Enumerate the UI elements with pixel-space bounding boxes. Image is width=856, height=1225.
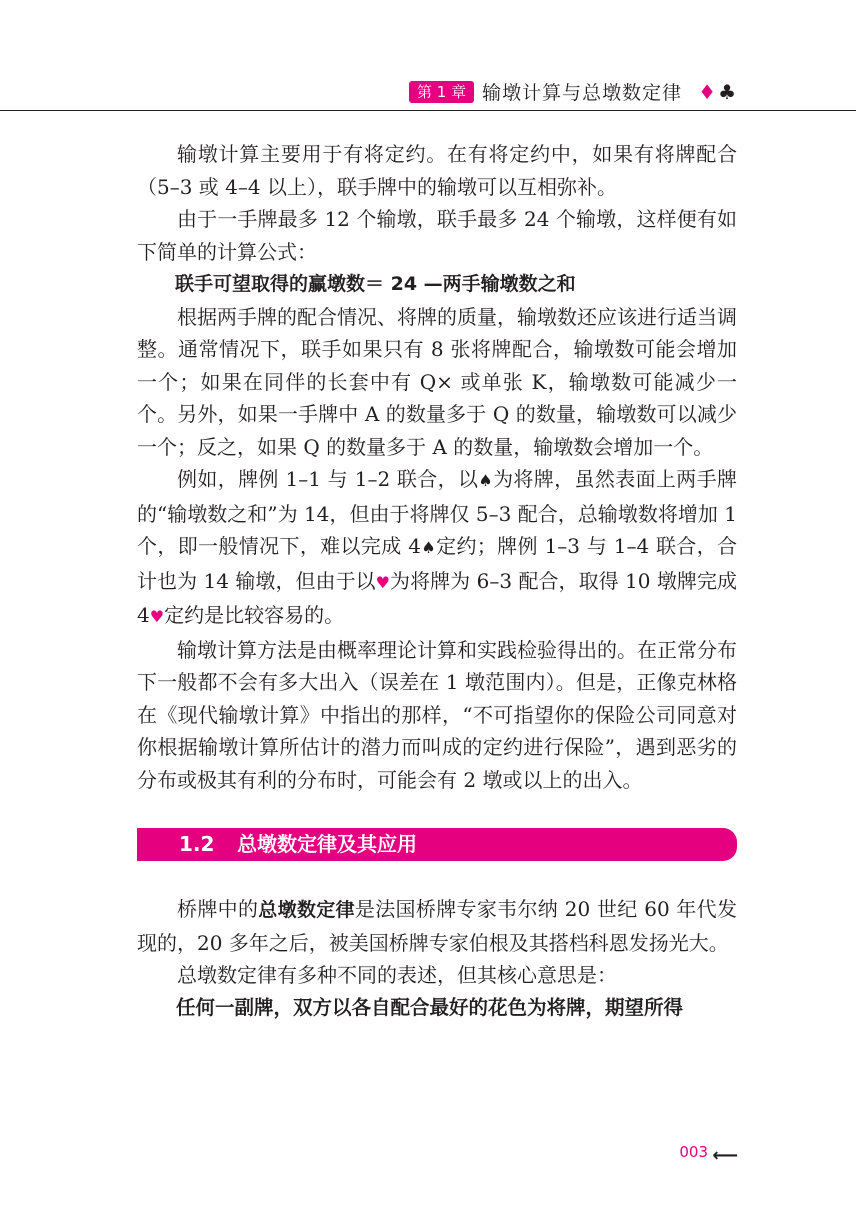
paragraph-3: 根据两手牌的配合情况、将牌的质量，输墩数还应该进行适当调整。通常情况下，联手如果只有 8 张将牌配合，输墩数可能会增加一个；如果在同伴的长套中有 Q× 或单张 K，输墩数可能减少一个。另外，如果一手牌中 A 的数量多于 Q 的数量，输墩数可以减少一个；反之，如果 Q 的数量多于 A 的数量，输墩数会增加一个。 [137, 304, 737, 459]
suit-icons [698, 80, 738, 104]
section-paragraph-1-text-a: 桥牌中的 [177, 897, 259, 921]
paragraph-4-text-d: 为将牌为 6–3 配合，取得 10 墩牌完成 4 [137, 568, 738, 627]
paragraph-5: 输墩计算方法是由概率理论计算和实践检验得出的。在正常分布下一般都不会有多大出入（误差在 1 墩范围内）。但是，正像克林格在《现代输墩计算》中指出的那样，“不可指望你的保险公司同意对你根据输墩计算所估计的潜力而叫成的定约进行保险”，遇到恶劣的分布或极其有利的分布时，可能会有 2 墩或以上的出入。 [137, 637, 737, 792]
heart-icon: ♥ [149, 607, 165, 626]
paragraph-4-text-a: 例如，牌例 1–1 与 1–2 联合，以 [177, 467, 479, 491]
formula: 联手可望取得的赢墩数＝ 24 —两手输墩数之和 [175, 273, 576, 295]
paragraph-2: 由于一手牌最多 12 个输墩，联手最多 24 个输墩，这样便有如下简单的计算公式： [137, 207, 737, 264]
paragraph-1: 输墩计算主要用于有将定约。在有将定约中，如果有将牌配合（5–3 或 4–4 以上），联手牌中的输墩可以互相弥补。 [137, 142, 737, 199]
section-number: 1.2 [179, 832, 215, 856]
section-paragraph-2: 总墩数定律有多种不同的表述，但其核心意思是： [177, 963, 617, 987]
arrow-left-icon: ⟵ [712, 1145, 738, 1166]
chapter-badge: 第 1 章 [409, 81, 474, 103]
section-paragraph-1-text-b: 是法国桥牌专家韦尔纳 20 世纪 60 年代发现的，20 多年之后，被美国桥牌专家伯根及其搭档科恩发扬光大。 [137, 897, 738, 955]
heart-icon: ♥ [375, 572, 391, 592]
section-title: 总墩数定律及其应用 [237, 832, 417, 856]
section-paragraph-3: 任何一副牌，双方以各自配合最好的花色为将牌，期望所得 [176, 995, 684, 1019]
page-header [0, 70, 856, 111]
spade-icon: ♠ [478, 471, 494, 490]
diamond-icon: ♦ [698, 79, 719, 104]
spade-icon: ♠ [421, 538, 437, 557]
paragraph-4-text-c: 定约；牌例 1–3 与 1–4 联合，合计也为 14 输墩，但由于以 [137, 534, 738, 593]
section-heading [137, 828, 737, 861]
paragraph-4 [137, 463, 737, 634]
header-right [409, 78, 738, 105]
page-content [137, 138, 737, 1024]
paragraph-4-text-e: 定约是比较容易的。 [164, 603, 345, 627]
section-paragraph-1 [137, 893, 737, 959]
chapter-title: 输墩计算与总墩数定律 [482, 82, 683, 104]
bold-term: 总墩数定律 [258, 899, 355, 921]
paragraph-4-text-b: 为将牌，虽然表面上两手牌的“输墩数之和”为 14，但由于将牌仅 5–3 配合，总输墩数将增加 1 个，即一般情况下，难以完成 4 [137, 467, 738, 558]
page-number: 003 [679, 1143, 708, 1161]
club-icon: ♣ [718, 79, 738, 104]
